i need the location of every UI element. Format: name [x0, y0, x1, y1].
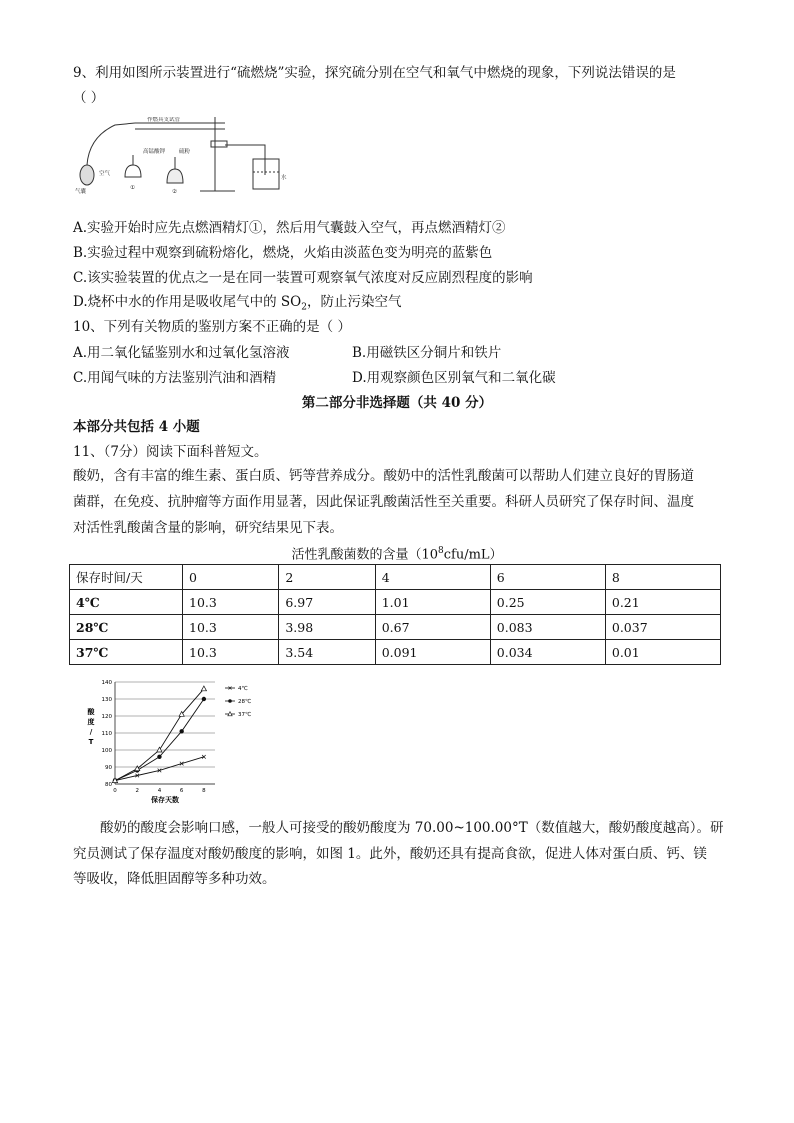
x-tick-label: 4	[157, 788, 162, 794]
y-tick-label: 140	[101, 680, 112, 686]
y-axis-label: /	[89, 728, 93, 736]
y-axis-label: 酸	[87, 708, 95, 716]
table-caption: 活性乳酸菌数的含量$(10^8cfu/mL)$	[291, 546, 503, 563]
table-cell: 0.091	[375, 640, 490, 665]
q11-para2-line1: 酸奶的酸度会影响口感，一般人可接受的酸奶酸度为 70.00~100.00°T（数值越大，酸奶酸度越高）。研	[100, 820, 724, 836]
q9-stem-line2: （ ）	[73, 90, 105, 106]
q10-option-c: C.用闻气味的方法鉴别汽油和酒精	[73, 370, 277, 386]
data-point	[179, 729, 183, 733]
table-cell: 3.98	[279, 615, 375, 640]
q9-option-c: C.该实验装置的优点之一是在同一装置可观察氧气浓度对反应剧烈程度的影响	[73, 270, 533, 286]
table-cell: 3.54	[279, 640, 375, 665]
acidity-chart	[75, 674, 275, 810]
y-axis-label: T	[88, 738, 94, 746]
y-tick-label: 90	[105, 765, 112, 771]
table-cell: 4℃	[70, 590, 183, 615]
table-cell: 0.037	[605, 615, 720, 640]
legend-label: 37℃	[238, 712, 252, 718]
label-tube: 作燃具支试管	[147, 117, 181, 123]
table-cell: 6	[490, 565, 605, 590]
table-cell: 4	[375, 565, 490, 590]
x-tick-label: 0	[113, 788, 117, 794]
table-cell: 8	[605, 565, 720, 590]
legend-marker	[228, 699, 232, 703]
data-point	[201, 686, 206, 691]
section2-title: 第二部分非选择题（共 40 分）	[301, 395, 493, 411]
bacteria-table	[69, 564, 721, 665]
table-header-row	[70, 565, 721, 590]
y-tick-label: 110	[101, 731, 112, 737]
table-cell: 0.083	[490, 615, 605, 640]
y-tick-label: 100	[101, 748, 112, 754]
label-kmno4: 高锰酸钾	[143, 149, 166, 155]
label-lamp2: ②	[172, 189, 177, 195]
table-cell: 6.97	[279, 590, 375, 615]
q9-option-b: B.实验过程中观察到硫粉熔化，燃烧，火焰由淡蓝色变为明亮的蓝紫色	[73, 245, 493, 261]
label-water: 水	[281, 175, 287, 181]
series-line	[115, 757, 204, 781]
table-cell: 0.034	[490, 640, 605, 665]
table-cell: 37℃	[70, 640, 183, 665]
table-cell: 0.67	[375, 615, 490, 640]
q10-option-b: B.用磁铁区分铜片和铁片	[352, 345, 502, 361]
legend-label: 4℃	[238, 686, 248, 692]
table-cell: 10.3	[183, 615, 279, 640]
q11-para2-line3: 等吸收，降低胆固醇等多种功效。	[73, 871, 276, 887]
label-bellows: 气囊	[75, 189, 87, 195]
x-tick-label: 2	[135, 788, 139, 794]
apparatus-figure	[75, 117, 287, 197]
label-air: 空气	[99, 171, 111, 177]
table-cell: 0.01	[605, 640, 720, 665]
q11-para2-line2: 究员测试了保存温度对酸奶酸度的影响，如图 1。此外，酸奶还具有提高食欲，促进人体对蛋白质、钙、镁	[73, 846, 707, 862]
table-cell: 保存时间/天	[70, 565, 183, 590]
q9-option-d: D.烧杯中水的作用是吸收尾气中的 $SO_2$，防止污染空气	[73, 294, 402, 313]
table-cell: 0.21	[605, 590, 720, 615]
x-axis-label: 保存天数	[151, 796, 179, 804]
x-tick-label: 8	[202, 788, 206, 794]
q9-option-a: A.实验开始时应先点燃酒精灯①，然后用气囊鼓入空气，再点燃酒精灯②	[73, 220, 506, 236]
table-row	[70, 615, 721, 640]
section2-subtitle: 本部分共包括 4 小题	[73, 419, 200, 435]
table-cell: 28℃	[70, 615, 183, 640]
data-point	[202, 697, 206, 701]
table-row	[70, 590, 721, 615]
y-tick-label: 80	[105, 782, 112, 788]
table-cell: 0	[183, 565, 279, 590]
y-axis-label: 度	[87, 718, 95, 726]
q11-stem: 11、（7分）阅读下面科普短文。	[73, 444, 268, 460]
table-cell: 10.3	[183, 640, 279, 665]
q11-para1-line3: 对活性乳酸菌含量的影响，研究结果见下表。	[73, 520, 343, 536]
data-point	[157, 755, 161, 759]
q11-para1-line1: 酸奶，含有丰富的维生素、蛋白质、钙等营养成分。酸奶中的活性乳酸菌可以帮助人们建立良好的胃肠道	[73, 468, 694, 484]
q11-para1-line2: 菌群，在免疫、抗肿瘤等方面作用显著，因此保证乳酸菌活性至关重要。科研人员研究了保存时间、温度	[73, 494, 694, 510]
q10-stem: 10、下列有关物质的鉴别方案不正确的是（ ）	[73, 319, 351, 335]
table-row	[70, 640, 721, 665]
legend-label: 28℃	[238, 699, 252, 705]
table-cell: 0.25	[490, 590, 605, 615]
label-sulfur: 硫粉	[179, 149, 191, 155]
series-line	[115, 699, 204, 781]
table-cell: 10.3	[183, 590, 279, 615]
q9-stem-line1: 9、利用如图所示装置进行“硫燃烧”实验，探究硫分别在空气和氧气中燃烧的现象，下列说法错误的是	[73, 65, 676, 81]
table-cell: 1.01	[375, 590, 490, 615]
q10-option-d: D.用观察颜色区别氧气和二氧化碳	[352, 370, 556, 386]
table-cell: 2	[279, 565, 375, 590]
q10-option-a: A.用二氧化锰鉴别水和过氧化氢溶液	[73, 345, 290, 361]
y-tick-label: 130	[101, 697, 112, 703]
x-tick-label: 6	[179, 788, 184, 794]
y-tick-label: 120	[101, 714, 112, 720]
label-lamp1: ①	[130, 185, 135, 191]
